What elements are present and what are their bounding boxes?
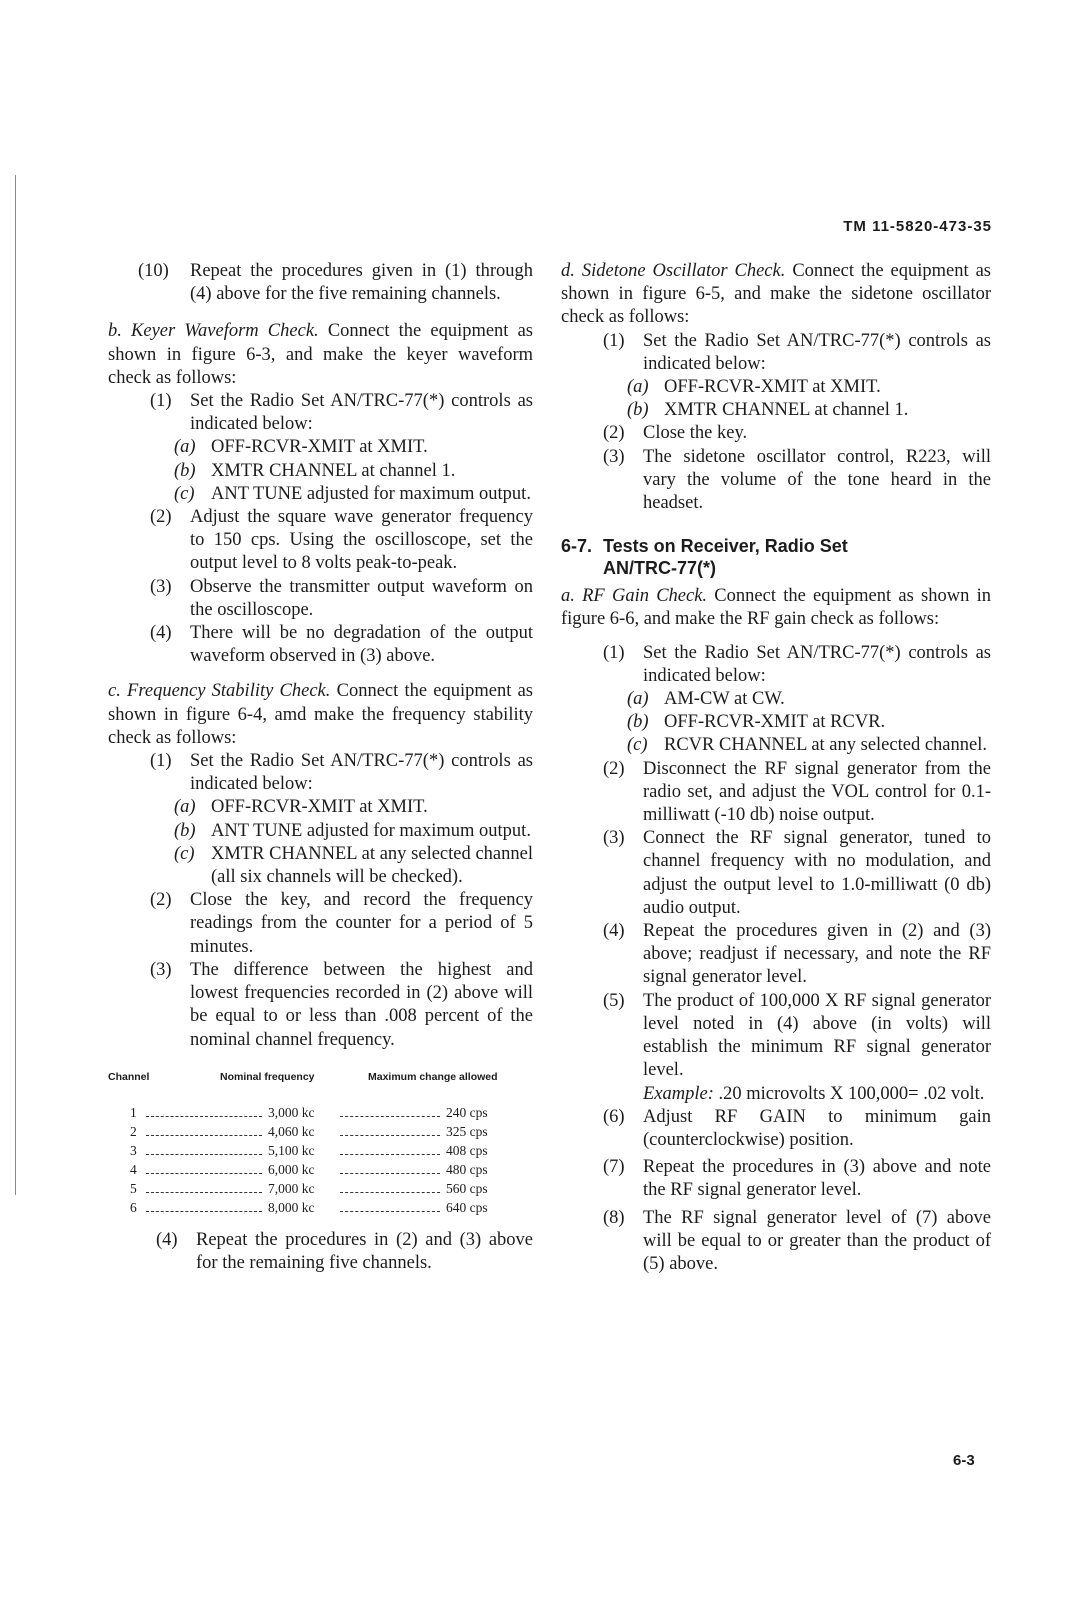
step-number: (8)	[603, 1207, 625, 1228]
cell-max: 480 cps	[446, 1161, 488, 1177]
substep-letter: (b)	[174, 460, 196, 481]
col-header-nominal: Nominal frequency	[220, 1070, 315, 1083]
rf-step-4	[561, 920, 991, 990]
substep-letter: (a)	[174, 797, 196, 818]
step-5-body: The product of 100,000 X RF signal generator level noted in (4) above (in volts) will establish the minimum RF signal generator level.	[643, 990, 991, 1081]
cell-max: 325 cps	[446, 1123, 488, 1139]
table-row	[108, 1198, 528, 1217]
rf-step-1	[561, 642, 991, 688]
table-row	[108, 1103, 528, 1122]
keyer-step-4	[108, 622, 533, 668]
step-text: The sidetone oscillator control, R223, will vary the volume of the tone heard in the headset.	[643, 446, 991, 514]
step-number: (10)	[138, 261, 169, 281]
step-text: Repeat the procedures given in (2) and (3) above; readjust if necessary, and note the RF signal generator level.	[643, 921, 991, 988]
subsection-text: Connect the equipment as shown in figure 6-3, and make the keyer waveform check as follows:	[108, 321, 533, 388]
table-row	[108, 1160, 528, 1179]
freq-step-1c	[108, 843, 533, 889]
step-text: Connect the RF signal generator, tuned to channel frequency with no modulation, and adjust the output level to 1.0-milliwatt (0 db) audio output.	[643, 828, 991, 918]
step-text: Repeat the procedures given in (1) through (4) above for the five remaining channels.	[190, 261, 533, 305]
cell-nominal: 3,000 kc	[268, 1104, 315, 1120]
document-id: TM 11-5820-473-35	[843, 218, 992, 235]
step-text: There will be no degradation of the output waveform observed in (3) above.	[190, 623, 533, 667]
substep-letter: (c)	[627, 735, 648, 756]
step-text: Set the Radio Set AN/TRC-77(*) controls as indicated below:	[190, 391, 533, 435]
step-10	[108, 260, 533, 306]
substep-text: OFF-RCVR-XMIT at RCVR.	[664, 712, 886, 733]
step-text: Repeat the procedures in (3) above and note the RF signal generator level.	[643, 1157, 991, 1201]
keyer-step-1	[108, 390, 533, 436]
step-number: (3)	[603, 828, 625, 849]
leader-dots	[340, 1108, 440, 1117]
step-text: Close the key, and record the frequency readings from the counter for a period of 5 minutes.	[190, 890, 533, 957]
leader-dots	[340, 1146, 440, 1155]
cell-nominal: 8,000 kc	[268, 1199, 315, 1215]
step-number: (1)	[150, 751, 172, 772]
step-number: (6)	[603, 1106, 625, 1127]
substep-text: RCVR CHANNEL at any selected channel.	[664, 735, 987, 756]
freq-step-2	[108, 889, 533, 959]
sidetone-step-1	[561, 330, 991, 376]
leader-dots	[340, 1184, 440, 1193]
table-row	[108, 1179, 528, 1198]
rf-step-2	[561, 758, 991, 828]
leader-dots	[340, 1203, 440, 1212]
step-number: (2)	[150, 507, 172, 528]
sidetone-step-2	[561, 422, 991, 445]
table-row	[108, 1122, 528, 1141]
step-text: Set the Radio Set AN/TRC-77(*) controls as indicated below:	[190, 751, 533, 795]
cell-max: 240 cps	[446, 1104, 488, 1120]
keyer-step-3	[108, 576, 533, 622]
step-number: (4)	[603, 921, 625, 942]
section-number: 6-7.	[561, 536, 593, 557]
cell-nominal: 7,000 kc	[268, 1180, 315, 1196]
section-title	[603, 535, 848, 579]
rf-step-1a	[561, 688, 991, 711]
cell-nominal: 6,000 kc	[268, 1161, 315, 1177]
section-heading-6-7	[561, 535, 991, 579]
keyer-step-1b	[108, 460, 533, 483]
rf-step-8	[561, 1207, 991, 1277]
freq-step-3	[108, 959, 533, 1052]
substep-letter: (b)	[627, 400, 649, 421]
subsection-lead: c. Frequency Stability Check.	[108, 681, 331, 702]
substep-letter: (a)	[627, 377, 649, 398]
sidetone-step-1a	[561, 376, 991, 399]
step-text: Set the Radio Set AN/TRC-77(*) controls as indicated below:	[643, 642, 991, 686]
step-text: Adjust RF GAIN to minimum gain (counterclockwise) position.	[643, 1106, 991, 1150]
col-header-max: Maximum change allowed	[368, 1070, 498, 1083]
keyer-step-1c	[108, 483, 533, 506]
keyer-waveform-check-intro	[108, 320, 533, 390]
rf-step-3	[561, 827, 991, 920]
step-number: (1)	[603, 642, 625, 663]
table-row	[108, 1141, 528, 1160]
leader-dots	[340, 1165, 440, 1174]
substep-text: XMTR CHANNEL at channel 1.	[211, 460, 456, 481]
subsection-text: Connect the equipment as shown in figure 6-6, and make the RF gain check as follows:	[561, 586, 991, 630]
sidetone-step-3	[561, 446, 991, 516]
step-text: Disconnect the RF signal generator from the radio set, and adjust the VOL control for 0.1-milliwatt (-10 db) noise output.	[643, 758, 991, 826]
step-number: (3)	[150, 576, 172, 597]
cell-channel: 6	[130, 1199, 137, 1215]
step-text: The difference between the highest and lowest frequencies recorded in (2) above will be equal to or less than .008 percent of the nominal channel frequency.	[190, 959, 533, 1050]
step-text: Observe the transmitter output waveform on the oscilloscope.	[190, 576, 533, 620]
step-text: Set the Radio Set AN/TRC-77(*) controls as indicated below:	[643, 330, 991, 374]
step-text	[643, 990, 991, 1106]
section-title-line-1: Tests on Receiver, Radio Set	[603, 536, 848, 557]
step-text: The RF signal generator level of (7) above will be equal to or greater than the product of (5) above.	[643, 1207, 991, 1274]
example-text: .20 microvolts X 100,000= .02 volt.	[713, 1083, 985, 1104]
cell-max: 560 cps	[446, 1180, 488, 1196]
rf-step-1c	[561, 734, 991, 757]
right-column	[561, 260, 991, 1276]
substep-letter: (b)	[174, 820, 196, 841]
freq-step-4	[108, 1229, 533, 1275]
subsection-text: Connect the equipment as shown in figure 6-4, amd make the frequency stability check as follows:	[108, 681, 533, 748]
substep-text: XMTR CHANNEL at channel 1.	[664, 400, 909, 421]
cell-max: 408 cps	[446, 1142, 488, 1158]
frequency-stability-check-intro	[108, 680, 533, 750]
frequency-change-table	[108, 1066, 528, 1217]
substep-letter: (c)	[174, 843, 195, 864]
freq-step-1a	[108, 796, 533, 819]
keyer-step-1a	[108, 436, 533, 459]
rf-step-1b	[561, 711, 991, 734]
page-margin-line	[15, 175, 16, 1195]
sidetone-step-1b	[561, 399, 991, 422]
freq-step-1	[108, 750, 533, 796]
step-number: (5)	[603, 990, 625, 1011]
step-number: (4)	[156, 1229, 178, 1250]
subsection-lead: d. Sidetone Oscillator Check.	[561, 261, 786, 281]
step-number: (2)	[603, 758, 625, 779]
subsection-lead: b. Keyer Waveform Check.	[108, 321, 319, 342]
cell-nominal: 5,100 kc	[268, 1142, 315, 1158]
step-number: (7)	[603, 1157, 625, 1178]
substep-text: ANT TUNE adjusted for maximum output.	[211, 483, 531, 504]
leader-dots	[146, 1203, 262, 1212]
cell-channel: 4	[130, 1161, 137, 1177]
step-number: (3)	[150, 959, 172, 980]
table-header	[108, 1066, 528, 1089]
substep-text: ANT TUNE adjusted for maximum output.	[211, 820, 531, 841]
section-title-line-2: AN/TRC-77(*)	[603, 558, 717, 579]
keyer-step-2	[108, 506, 533, 576]
step-number: (2)	[603, 423, 625, 444]
freq-step-1b	[108, 820, 533, 843]
sidetone-oscillator-check-intro	[561, 260, 991, 330]
step-number: (2)	[150, 890, 172, 911]
step-text: Adjust the square wave generator frequency to 150 cps. Using the oscilloscope, set the output level to 8 volts peak-to-peak.	[190, 507, 533, 574]
substep-text: AM-CW at CW.	[664, 689, 785, 710]
substep-text: OFF-RCVR-XMIT at XMIT.	[664, 377, 881, 398]
rf-gain-check-intro	[561, 585, 991, 631]
col-header-channel: Channel	[108, 1070, 150, 1083]
leader-dots	[146, 1165, 262, 1174]
subsection-text: Connect the equipment as shown in figure 6-5, and make the sidetone oscillator check as follows:	[561, 261, 991, 328]
substep-text: XMTR CHANNEL at any selected channel (all six channels will be checked).	[211, 843, 533, 888]
cell-nominal: 4,060 kc	[268, 1123, 315, 1139]
rf-step-5	[561, 990, 991, 1106]
page-number: 6-3	[953, 1452, 975, 1469]
cell-channel: 2	[130, 1123, 137, 1139]
leader-dots	[146, 1146, 262, 1155]
cell-channel: 3	[130, 1142, 137, 1158]
step-number: (3)	[603, 446, 625, 467]
leader-dots	[146, 1108, 262, 1117]
cell-max: 640 cps	[446, 1199, 488, 1215]
leader-dots	[146, 1127, 262, 1136]
substep-text: OFF-RCVR-XMIT at XMIT.	[211, 797, 428, 818]
step-text: Repeat the procedures in (2) and (3) above for the remaining five channels.	[196, 1229, 533, 1274]
rf-step-7	[561, 1156, 991, 1202]
substep-letter: (a)	[627, 689, 649, 710]
step-number: (1)	[150, 391, 172, 412]
cell-channel: 1	[130, 1104, 137, 1120]
leader-dots	[340, 1127, 440, 1136]
leader-dots	[146, 1184, 262, 1193]
substep-letter: (c)	[174, 483, 195, 504]
step-number: (4)	[150, 623, 172, 644]
step-text: Close the key.	[643, 423, 748, 444]
substep-letter: (b)	[627, 712, 649, 733]
rf-step-6	[561, 1106, 991, 1152]
left-column	[108, 260, 533, 1275]
substep-letter: (a)	[174, 437, 196, 458]
cell-channel: 5	[130, 1180, 137, 1196]
example-label: Example:	[643, 1083, 714, 1104]
step-number: (1)	[603, 330, 625, 351]
substep-text: OFF-RCVR-XMIT at XMIT.	[211, 437, 428, 458]
subsection-lead: a. RF Gain Check.	[561, 586, 708, 607]
